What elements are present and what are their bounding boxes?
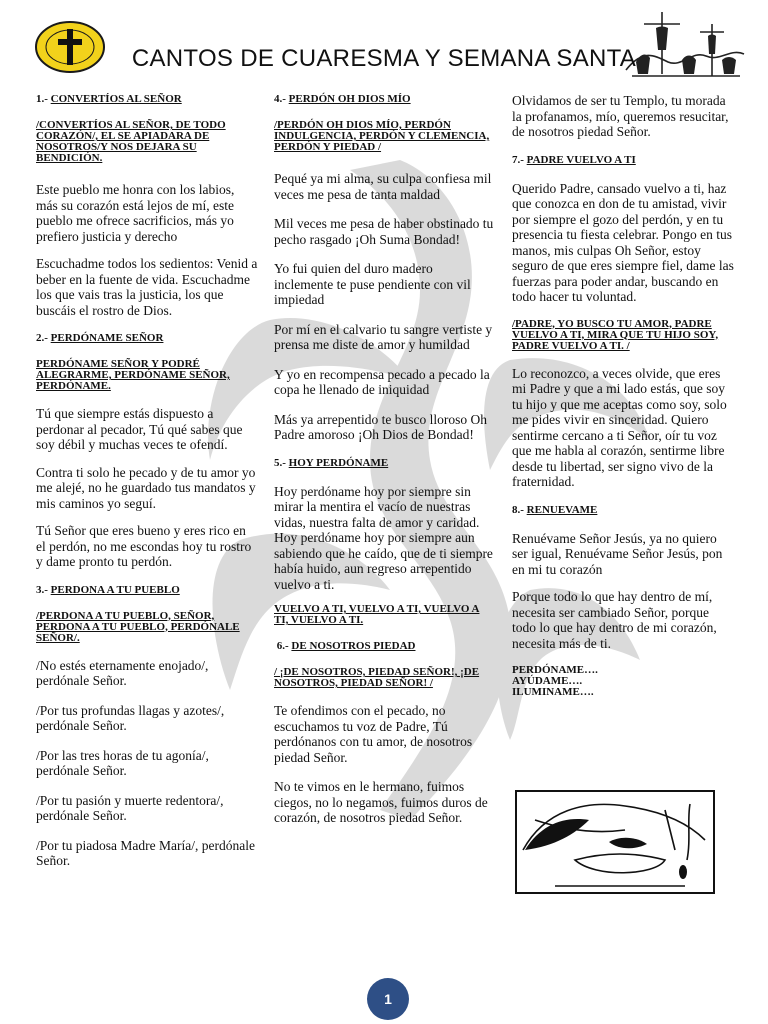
song-stanza: Por mí en el calvario tu sangre vertiste y prensa me diste de amor y humildad — [274, 321, 493, 352]
song-number: 6.- — [276, 640, 289, 652]
song-heading — [274, 93, 494, 106]
song-stanza: Contra ti solo he pecado y de tu amor yo me alejé, no he guardado tus mandatos y mis caminos yo seguí. — [36, 464, 256, 511]
song-title: PERDÓN OH DIOS MÍO — [288, 93, 411, 105]
song-number: 8.- — [512, 503, 524, 516]
page-number-badge: 1 — [367, 978, 409, 1020]
column-1 — [36, 93, 258, 869]
song-stanza: No te vimos en le hermano, fuimos ciegos, no lo negamos, fuimos duros de corazón, de nosotros piedad Señor. — [274, 779, 488, 825]
song-refrain: / ¡DE NOSOTROS, PIEDAD SEÑOR!, ¡DE NOSOTROS, PIEDAD SEÑOR! / — [274, 666, 480, 689]
song-title: RENUEVAME — [526, 503, 598, 516]
song-stanza: Más ya arrepentido te busco lloroso Oh Padre amoroso ¡Oh Dios de Bondad! — [274, 411, 487, 442]
song-stanza: Hoy perdóname hoy por siempre sin mirar la mentira el vacío de nuestras vidas, nuestra falta de amor y caridad. Hoy perdóname hoy por siempre aun sabiendo que he caído, que de ti siempre había huido, aun regreso arrepentido vuelvo a ti. — [274, 483, 493, 592]
song-stanza: Pequé ya mi alma, su culpa confiesa mil veces me pesa de tanta maldad — [274, 171, 492, 202]
foot-washing-sketch — [515, 790, 715, 894]
song-number: 7.- — [512, 153, 524, 166]
song-title: DE NOSOTROS PIEDAD — [291, 640, 416, 652]
song-stanza: /Por tu piadosa Madre María/, perdónale Señor. — [36, 837, 255, 868]
song-refrain: /CONVERTÍOS AL SEÑOR, DE TODO CORAZÓN/, EL SE APIADARA DE NOSOTROS/Y NOS DEJARA SU BENDICIÓN. — [36, 119, 226, 164]
song-refrain: /PERDONA A TU PUEBLO, SEÑOR, PERDONA A TU PUEBLO, PERDÓNALE SEÑOR/. — [36, 609, 240, 644]
song-number: 5.- — [274, 456, 286, 469]
song-stanza: /Por tus profundas llagas y azotes/, perdónale Señor. — [36, 702, 225, 733]
song-number: 1.- — [36, 93, 48, 105]
song-stanza: Renuévame Señor Jesús, ya no quiero ser igual, Renuévame Señor Jesús, pon en mi tu corazón — [512, 530, 723, 577]
page-title: CANTOS DE CUARESMA Y SEMANA SANTA — [131, 45, 637, 72]
song-stanza: Este pueblo me honra con los labios, más su corazón está lejos de mí, este pueblo me ofrece sacrificios, más yo prefiero justicia y derecho — [36, 182, 235, 244]
song-refrain: PERDÓNAME SEÑOR Y PODRÉ ALEGRARME, PERDÓNAME SEÑOR, PERDÓNAME. — [36, 358, 230, 392]
song-heading — [274, 457, 494, 470]
closing-line: ILUMINAME…. — [512, 686, 594, 698]
song-stanza: Te ofendimos con el pecado, no escuchamos tu voz de Padre, Tú perdónanos con tu amor, de nosotros piedad Señor. — [274, 703, 473, 765]
song-stanza: Olvidamos de ser tu Templo, tu morada la profanamos, mío, queremos resucitar, de nosotros piedad Señor. — [512, 93, 729, 139]
song-stanza: Mil veces me pesa de haber obstinado tu pecho rasgado ¡Oh Suma Bondad! — [274, 216, 494, 247]
song-stanza: Y yo en recompensa pecado a pecado la copa he llenado de iniquidad — [274, 366, 490, 397]
song-number: 4.- — [274, 93, 286, 105]
song-stanza: Tú que siempre estás dispuesto a perdonar al pecador, Tú qué sabes que soy débil y muchas veces te ofendí. — [36, 406, 243, 452]
song-stanza: Querido Padre, cansado vuelvo a ti, haz que conozca en don de tu amistad, vivir por siempre el gozo del perdón, y en tu presencia tu fiesta celebrar. Pongo en tus manos, mis culpas Oh Señor, estoy seguro de que eres siempre fiel, dame las fuerzas para poder andar, buscando en todo hacer tu voluntad. — [512, 180, 734, 304]
song-heading — [512, 154, 734, 167]
song-title: HOY PERDÓNAME — [288, 456, 389, 469]
song-heading — [36, 584, 258, 597]
song-title: PERDONA A TU PUEBLO — [50, 583, 180, 596]
song-stanza: /No estés eternamente enojado/, perdónale Señor. — [36, 657, 209, 688]
song-refrain: /PERDÓN OH DIOS MÍO, PERDÓN INDULGENCIA, PERDÓN Y CLEMENCIA, PERDÓN Y PIEDAD / — [274, 119, 490, 153]
song-stanza: Yo fui quien del duro madero inclemente te puse pendiente con vil impiedad — [274, 261, 471, 307]
song-heading — [512, 504, 734, 517]
song-stanza: /Por las tres horas de tu agonía/, perdónale Señor. — [36, 747, 209, 778]
closing-line: PERDÓNAME…. — [512, 664, 598, 676]
song-refrain: /PADRE, YO BUSCO TU AMOR, PADRE VUELVO A TI, MIRA QUE TU HIJO SOY, PADRE VUELVO A TI. / — [512, 317, 719, 352]
song-heading — [274, 640, 494, 653]
song-stanza: Lo reconozco, a veces olvide, que eres mi Padre y que a mi lado estás, que soy tu hijo y que me aceptas como soy, solo me pides vivir en sinceridad. Quiero sentirme cercano a ti Señor, oír tu voz que me habla al corazón, sentirme libre desde tu libertad, ser signo vivo de la fraternidad. — [512, 365, 727, 489]
song-stanza: Escuchadme todos los sedientos: Venid a beber en la fuente de vida. Escuchadme los que vais tras la justicia, los que buscáis el rostro de Dios. — [36, 256, 258, 318]
song-heading — [36, 93, 258, 106]
song-stanza: /Por tu pasión y muerte redentora/, perdónale Señor. — [36, 792, 224, 823]
song-number: 3.- — [36, 583, 48, 596]
song-stanza: Tú Señor que eres bueno y eres rico en el perdón, no me escondas hoy tu rostro y dame pronto tu perdón. — [36, 523, 252, 569]
column-3 — [512, 93, 734, 698]
song-heading — [36, 332, 258, 345]
song-refrain: VUELVO A TI, VUELVO A TI, VUELVO A TI, VUELVO A TI. — [274, 603, 480, 626]
closing-line: AYÚDAME…. — [512, 675, 583, 687]
song-title: PERDÓNAME SEÑOR — [50, 332, 164, 344]
song-title: PADRE VUELVO A TI — [526, 153, 636, 166]
song-number: 2.- — [36, 332, 48, 344]
column-2 — [274, 93, 494, 826]
song-stanza: Porque todo lo que hay dentro de mí, necesita ser cambiado Señor, porque todo lo que hay dentro de mi corazón, necesita más de ti. — [512, 589, 717, 651]
song-title: CONVERTÍOS AL SEÑOR — [50, 93, 182, 105]
